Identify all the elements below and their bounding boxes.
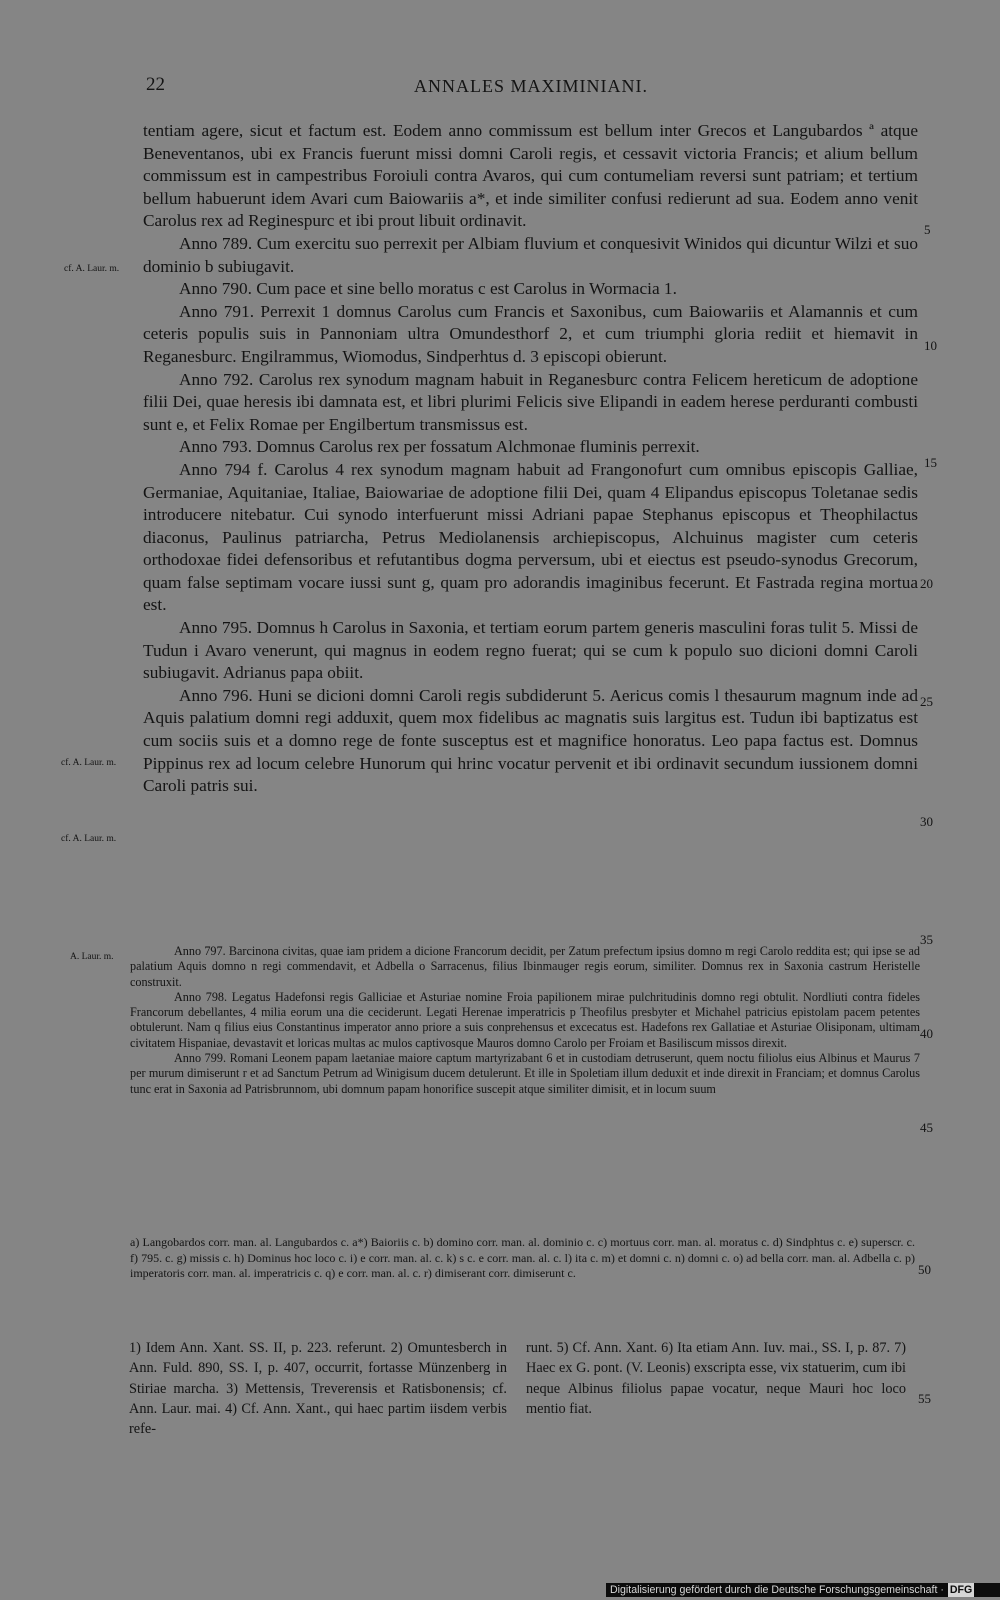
paragraph-796: Anno 796. Huni se dicioni domni Caroli regis subdiderunt 5. Aericus comis l thesaurum magnum inde ad Aquis palatium domni regi adduxit, quem mox fidelibus ac magnatis suis largitus est. Tudun ibi baptizatus est cum sociis suis et a domno rege de fonte susceptus est et magnifice honoratus. Leo papa factus est. Domnus Pippinus rex ad locum celebre Hunorum qui hrinc vocatur pervenit et ibi ordinavit secundum iussionem domni Caroli patris sui. xyxy=(143,685,918,796)
digitization-footer xyxy=(606,1583,1000,1597)
variant-apparatus: a) Langobardos corr. man. al. Langubardos c. a*) Baioriis c. b) domino corr. man. al. dominio c. c) mortuus corr. man. al. moratus c. d) Sindphtus c. e) superscr. c. f) 795. c. g) missis c. h) Dominus hoc loco c. i) e corr. man. al. c. k) s c. e corr. man. al. c. l) ita c. m) et domni c. n) domni c. o) ad bella corr. man. al. Adbella c. p) imperatoris corr. man. al. imperatricis c. q) e corr. man. al. c. r) dimiserant corr. dimiserunt c. xyxy=(130,1235,915,1281)
line-number: 10 xyxy=(924,338,937,353)
line-number: 30 xyxy=(920,814,933,829)
paragraph-797: Anno 797. Barcinona civitas, quae iam pridem a dicione Francorum decidit, per Zatum prefectum ipsius domno m regi Carolo reddita est; qui ipse se ad palatium Aquis domno n regi commendavit, et Adbella o Sarracenus, filius Ibinmauger regis eorum, similiter. Domnus rex in Saxonia castrum Heristelle construxit. xyxy=(130,944,920,989)
footnotes-right-column: runt. 5) Cf. Ann. Xant. 6) Ita etiam Ann. Iuv. mai., SS. I, p. 87. 7) Haec ex G. pont. (V. Leonis) exscripta esse, vix statuerim, cum ibi neque Albinus filiolus papae vocatur, neque Mauri hoc loco mentio fiat. xyxy=(526,1340,906,1417)
line-number: 35 xyxy=(920,932,933,947)
margin-reference: cf. A. Laur. m. xyxy=(61,834,117,844)
margin-reference: A. Laur. m. xyxy=(70,952,114,962)
margin-reference: cf. A. Laur. m. xyxy=(64,264,120,274)
paragraph-790: Anno 790. Cum pace et sine bello moratus c est Carolus in Wormacia 1. xyxy=(179,279,677,299)
margin-reference: cf. A. Laur. m. xyxy=(61,758,117,768)
footnotes-left-column: 1) Idem Ann. Xant. SS. II, p. 223. referunt. 2) Omuntesberch in Ann. Fuld. 890, SS. I, p. 407, occurrit, fortasse Münzenberg in Stiriae marcha. 3) Mettensis, Treverensis et Ratisbonensis; cf. Ann. Laur. mai. 4) Cf. Ann. Xant., qui haec partim iisdem verbis refe- xyxy=(129,1340,507,1438)
page-number: 22 xyxy=(146,74,165,95)
line-number: 40 xyxy=(920,1026,933,1041)
paragraph-793: Anno 793. Domnus Carolus rex per fossatum Alchmonae fluminis perrexit. xyxy=(179,437,700,457)
line-number: 15 xyxy=(924,455,937,470)
line-number: 25 xyxy=(920,694,933,709)
paragraph-791: Anno 791. Perrexit 1 domnus Carolus cum Francis et Saxonibus, cum Baiowariis et Alamannis et cum ceteris populis suis in Pannoniam ultra Omundesthorf 2, et cum triumphi gloria rediit et hiemavit in Reganesburc. Engilrammus, Wiomodus, Sindperhtus d. 3 episcopi obierunt. xyxy=(143,301,918,366)
small-print-text xyxy=(130,944,920,1097)
dfg-logo: DFG xyxy=(949,1584,973,1596)
paragraph-798: Anno 798. Legatus Hadefonsi regis Galliciae et Asturiae nomine Froia papilionem mirae pulchritudinis domno regi obtulit. Nordliuti contra fideles Francorum debellantes, 4 milia eorum una die ceciderunt. Legati Herenae imperatricis p Theofilus presbyter et Michahel patricius epistolam pacem petentes obtulerunt. Nam q filius eius Constantinus imperator anno priore a suis conprehensus et excecatus est. Hadefons rex Gallatiae et Asturiae Olisiponam, ultimam civitatem Hispaniae, devastavit et loricas multas ac mulos captivosque Mauros domno Carolo per Froiam et Basiliscum missos direxit. xyxy=(130,989,920,1050)
paragraph-792: Anno 792. Carolus rex synodum magnam habuit in Reganesburc contra Felicem hereticum de adoptione filii Dei, quae heresis ibi damnata est, et libri plurimi Felicis sive Elipandi in eadem herese perduranti combusti sunt e, et Felix Romae per Engilbertum transmissus est. xyxy=(143,369,918,434)
paragraph-799: Anno 799. Romani Leonem papam laetaniae maiore captum martyrizabant 6 et in custodiam detruserunt, quem noctu filiolus eius Albinus et Maurus 7 per murum dimiserunt r et ad Sanctum Petrum ad Winigisum ducem detulerunt. Et ille in Spoletiam illum deduxit et inde direxit in Franciam; et domnus Carolus tunc erat in Saxonia ad Patrisbrunnom, ubi domnum papam honorifice suscepit atque similiter dimisit, et in locum suum xyxy=(130,1051,920,1096)
paragraph-789: Anno 789. Cum exercitu suo perrexit per Albiam fluvium et conquesivit Winidos qui dicuntur Wilzi et suo dominio b subiugavit. xyxy=(143,233,918,276)
paragraph-787: tentiam agere, sicut et factum est. Eodem anno commissum est bellum inter Grecos et Langubardos ª atque Beneventanos, ubi ex Francis fuerunt missi domni Caroli regis, et cessavit victoria Francis; et alium bellum commissum est in campestribus Foroiuli contra Avaros, qui cum contumeliam reversi sunt patriam; et tertium bellum habuerunt idem Avari cum Baiowariis a*, et inde similiter confusi redierunt ad sua. Eodem anno venit Carolus rex ad Reginespurc et ibi prout libuit ordinavit. xyxy=(143,121,918,231)
main-text xyxy=(143,120,918,798)
line-number: 20 xyxy=(920,576,933,591)
line-number: 50 xyxy=(918,1262,931,1277)
line-number: 55 xyxy=(918,1391,931,1406)
line-number: 5 xyxy=(924,222,931,237)
paragraph-795: Anno 795. Domnus h Carolus in Saxonia, et tertiam eorum partem generis masculini foras tulit 5. Missi de Tudun i Avaro venerunt, qui magnus in eodem regno fuerat; qui se cum k populo suo dicioni domni Caroli subiugavit. Adrianus papa obiit. xyxy=(143,618,918,683)
line-number: 45 xyxy=(920,1120,933,1135)
paragraph-794: Anno 794 f. Carolus 4 rex synodum magnam habuit ad Frangonofurt cum omnibus episcopis Galliae, Germaniae, Aquitaniae, Italiae, Baiowariae de adoptione filii Dei, quam 4 Elipandus episcopus Toletanae sedis introducere nitebatur. Cui synodo interfuerunt missi Adriani papae Stephanus episcopus et Theophilactus diaconus, Paulinus patriarcha, Petrus Mediolanensis archiepiscopus, Alchuinus magister cum ceteris orthodoxae fidei defensoribus et refutantibus dogma perversum, ubi et eiectus est pseudo-synodus Grecorum, quam false septimam vocare iussi sunt g, quam pro adorandis imaginibus fecerunt. Et Fastrada regina mortua est. xyxy=(143,459,918,615)
running-title: ANNALES MAXIMINIANI. xyxy=(414,76,648,96)
footer-text: Digitalisierung gefördert durch die Deutsche Forschungsgemeinschaft · xyxy=(610,1584,944,1596)
